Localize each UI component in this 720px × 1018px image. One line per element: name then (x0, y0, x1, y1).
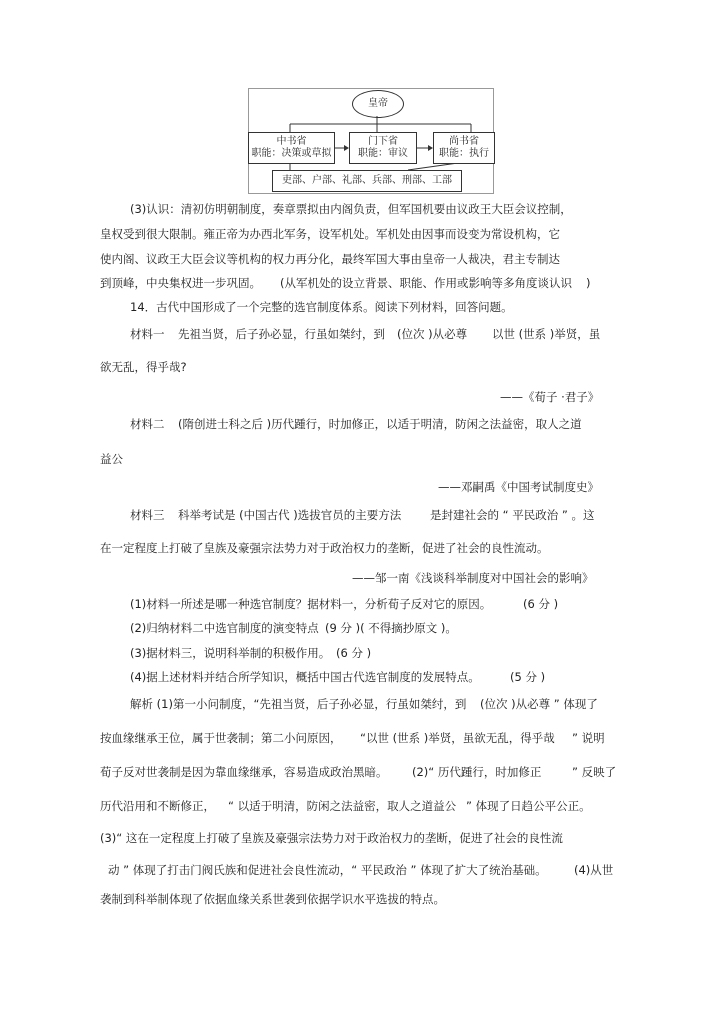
sub-question-4: (4)据上述材料并结合所学知识，概括中国古代选官制度的发展特点。 (130, 670, 480, 684)
citation: ——《荀子 ·君子》 (500, 390, 600, 404)
answer-line: ” 说明 (572, 731, 605, 745)
menxia-node (349, 132, 417, 164)
material-label: 材料三 (130, 508, 165, 522)
six-ministries-node: 吏部、户部、礼部、兵部、刑部、工部 (272, 170, 462, 192)
answer-line: “ 以适于明清，防闲之法益密，取人之道益公 (228, 799, 457, 813)
answer-line: ” 体现了日趋公平公正。 (466, 799, 591, 813)
text-line: (位次 )从必尊 (397, 327, 468, 341)
answer-line: (2)“ 历代踵行，时加修正 (412, 765, 542, 779)
answer-line: 解析 (1)第一小问制度，“先祖当贤，后子孙必显，行虽如桀纣，到 (130, 697, 467, 711)
answer-line: 动 ” 体现了打击门阀氏族和促进社会良性流动，“ 平民政治 ” 体现了扩大了统治基础。 (108, 863, 547, 877)
answer-line: (3)“ 这在一定程度上打破了皇族及豪强宗法势力对于政治权力的垄断，促进了社会的良性流 (100, 831, 563, 845)
text-line: (隋创进士科之后 )历代踵行，时加修正，以适于明清，防闲之法益密，取人之道 (178, 417, 582, 431)
text-line: (3)认识：清初仿明朝制度，奏章票拟由内阁负责，但军国机要由议政王大臣会议控制， (130, 202, 572, 216)
zhongshu-name: 中书省 (276, 136, 307, 147)
score: (5 分 ) (510, 670, 546, 684)
text-line: 以世 (世系 )举贤，虽 (492, 327, 601, 341)
material-label: 材料一 (130, 327, 165, 341)
citation: ——邓嗣禹《中国考试制度史》 (438, 480, 599, 494)
text-line: (从军机处的设立背景、职能、作用或影响等多角度谈认识 (280, 276, 572, 290)
answer-line: (4)从世 (574, 863, 614, 877)
material-label: 材料二 (130, 417, 165, 431)
text-line: 科举考试是 (中国古代 )选拔官员的主要方法 (178, 508, 402, 522)
sub-question-2: (2)归纳材料二中选官制度的演变特点 (130, 621, 319, 635)
score: (9 分 )( 不得摘抄原文 )。 (325, 621, 457, 635)
text-line: 到顶峰，中央集权进一步巩固。 (100, 276, 261, 290)
question-14: 14．古代中国形成了一个完整的选官制度体系。阅读下列材料，回答问题。 (130, 300, 513, 314)
sub-question-3: (3)据材料三，说明科举制的积极作用。 (130, 646, 331, 660)
text-line: 皇权受到很大限制。雍正帝为办西北军务，设军机处。军机处由因事而设变为常设机构，它 (100, 227, 560, 241)
answer-line: 袭制到科举制体现了依据血缘关系世袭到依据学识水平选拔的特点。 (100, 892, 445, 906)
text-line: 在一定程度上打破了皇族及豪强宗法势力对于政治权力的垄断，促进了社会的良性流动。 (100, 541, 549, 555)
menxia-role: 职能：审议 (358, 148, 408, 159)
emperor-node: 皇帝 (352, 90, 404, 118)
sub-question-1: (1)材料一所述是哪一种选官制度？据材料一，分析荀子反对它的原因。 (130, 597, 492, 611)
text-line: ) (586, 276, 591, 290)
shangshu-role: 职能：执行 (439, 148, 489, 159)
score: (6 分 ) (336, 646, 372, 660)
answer-line: 按血缘继承王位，属于世袭制；第二小问原因， (100, 731, 342, 745)
text-line: 使内阁、议政王大臣会议等机构的权力再分化，最终军国大事由皇帝一人裁决，君主专制达 (100, 252, 560, 266)
score: (6 分 ) (523, 597, 559, 611)
shangshu-name: 尚书省 (449, 136, 479, 147)
text-line: 欲无乱，得乎哉? (100, 360, 187, 374)
text-line: 先祖当贤，后子孙必显，行虽如桀纣，到 (178, 327, 385, 341)
answer-line: 历代沿用和不断修正， (100, 799, 215, 813)
shangshu-node (433, 132, 495, 164)
text-line: 是封建社会的 “ 平民政治 ” 。这 (430, 508, 595, 522)
answer-line: ” 反映了 (572, 765, 617, 779)
answer-line: 荀子反对世袭制是因为靠血缘继承，容易造成政治黑暗。 (100, 765, 388, 779)
government-structure-diagram (248, 88, 494, 194)
zhongshu-node (248, 132, 335, 164)
menxia-name: 门下省 (368, 136, 398, 147)
text-line: 益公 (100, 452, 123, 466)
answer-line: “以世 (世系 )举贤，虽欲无乱，得乎哉 (360, 731, 555, 745)
zhongshu-role: 职能：决策或草拟 (251, 148, 332, 159)
citation: ——邹一南《浅谈科举制度对中国社会的影响》 (352, 571, 594, 585)
answer-line: (位次 )从必尊 ” 体现了 (480, 697, 598, 711)
